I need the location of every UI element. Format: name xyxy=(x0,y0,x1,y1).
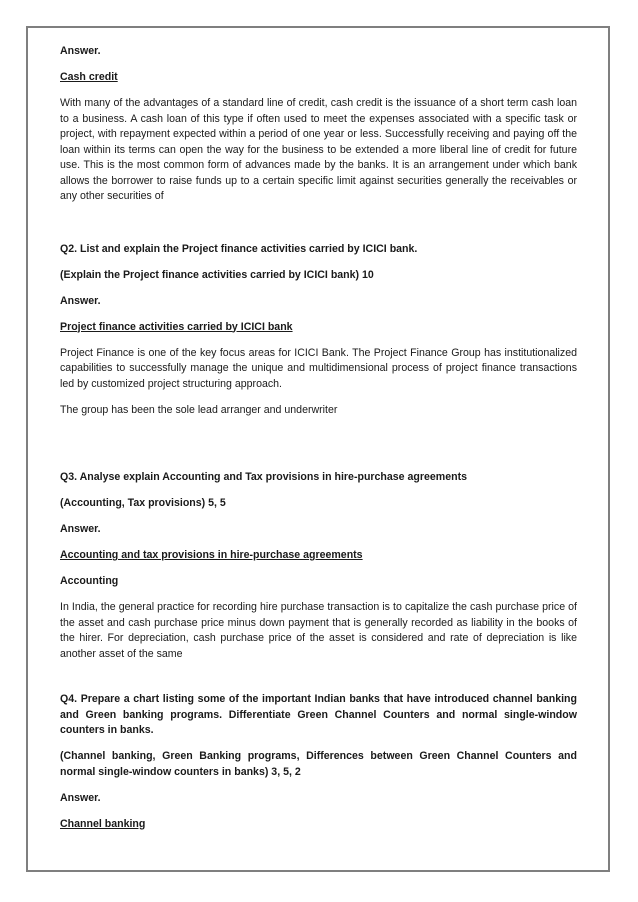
q4-heading: Channel banking xyxy=(60,817,146,830)
spacer xyxy=(60,662,577,692)
q1-answer-label: Answer. xyxy=(60,45,101,57)
q3-answer-label: Answer. xyxy=(60,523,101,535)
q3-question: Q3. Analyse explain Accounting and Tax provisions in hire-purchase agreements xyxy=(60,471,467,483)
q1-body: With many of the advantages of a standard line of credit, cash credit is the issuance of a short term cash loan to a business. A cash loan of this type if often used to meet the expenses associated with a specific task or project, with repayment expected within a period of one year or less. Successfully receiving and paying off the loan within its terms can open the way for the business to be extended a more liberal line of credit for future use. This is the most common form of advances made by the banks. It is an arrangement under which bank allows the borrower to raise funds up to a certain specific limit against securities generally the receivables or any other securities of xyxy=(60,97,577,202)
q2-marks: (Explain the Project finance activities carried by ICICI bank) 10 xyxy=(60,268,374,281)
q4-answer-label: Answer. xyxy=(60,791,101,804)
document-content xyxy=(60,44,577,832)
q2-body-2: The group has been the sole lead arranger and underwriter xyxy=(60,403,338,416)
q3-marks: (Accounting, Tax provisions) 5, 5 xyxy=(60,497,226,509)
q4-marks: (Channel banking, Green Banking programs, Differences between Green Channel Counters and normal single-window counters in banks) 3, 5, 2 xyxy=(60,750,577,778)
q1-heading: Cash credit xyxy=(60,71,118,83)
spacer xyxy=(60,418,577,470)
q2-heading: Project finance activities carried by ICICI bank xyxy=(60,320,293,333)
q2-question: Q2. List and explain the Project finance activities carried by ICICI bank. xyxy=(60,242,418,255)
spacer xyxy=(60,205,577,242)
q3-body: In India, the general practice for recording hire purchase transaction is to capitalize the cash purchase price of the asset and cash purchase price minus down payment that is generally recorded as liability in the books of the hirer. For depreciation, cash purchase price of the asset is considered and rate of depreciation is like another asset of the same xyxy=(60,601,577,660)
q2-body-1: Project Finance is one of the key focus areas for ICICI Bank. The Project Finance Group has institutionalized capabilities to successfully manage the unique and multidimensional process of project finance transactions led by customized project structuring approach. xyxy=(60,346,577,390)
q2-answer-label: Answer. xyxy=(60,294,101,307)
q3-heading: Accounting and tax provisions in hire-purchase agreements xyxy=(60,549,363,561)
q3-subheading: Accounting xyxy=(60,575,119,587)
q4-question: Q4. Prepare a chart listing some of the important Indian banks that have introduced channel banking and Green banking programs. Differentiate Green Channel Counters and normal single-window counters in banks. xyxy=(60,693,577,736)
